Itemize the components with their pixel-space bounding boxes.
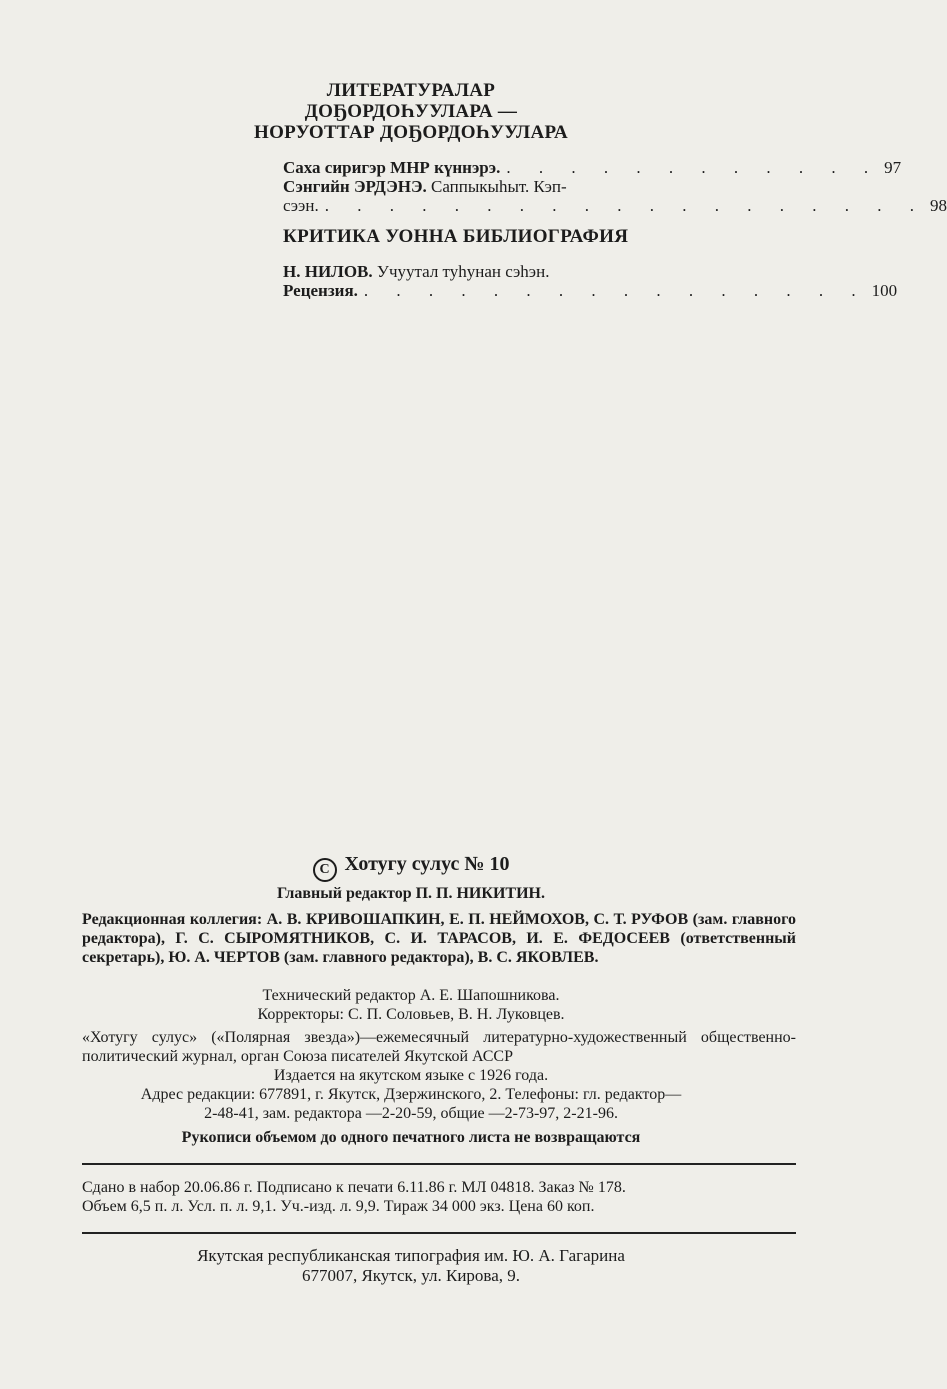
toc-entry-continued: [283, 196, 947, 215]
toc-entry: [283, 158, 902, 177]
toc-entry-title: Саппыкыһыт. Кэп-: [430, 177, 567, 196]
toc-entry-title-cont: сээн.: [283, 196, 319, 215]
toc-entry-text: [283, 262, 549, 281]
toc-section-2: [283, 262, 898, 300]
toc-entry-title-cont: Рецензия.: [283, 281, 358, 300]
section-heading-criticism: КРИТИКА УОННА БИБЛИОГРАФИЯ: [283, 226, 629, 247]
chief-editor: Главный редактор П. П. НИКИТИН.: [277, 885, 545, 902]
leader-dots: . . . . . . . . . . . . . . . .: [363, 281, 868, 300]
divider-bottom: [82, 1232, 796, 1234]
journal-title: [0, 852, 822, 882]
toc-section-1: [283, 158, 947, 215]
technical-editor: Технический редактор А. Е. Шапошникова.: [262, 987, 560, 1004]
toc-entry-title: Учуутал туһунан сэһэн.: [376, 262, 550, 281]
toc-entry-page: 97: [884, 158, 902, 177]
correctors: Корректоры: С. П. Соловьев, В. Н. Луковцев.: [257, 1006, 565, 1023]
toc-entry-page: 98: [929, 196, 947, 215]
manuscripts-note: Рукописи объемом до одного печатного листа не возвращаются: [181, 1129, 641, 1146]
toc-entry-author: Н. НИЛОВ.: [283, 262, 373, 281]
toc-entry-author: Сэнгийн ЭРДЭНЭ.: [283, 177, 427, 196]
section-heading-line-3: НОРУОТТАР ДОҔОРДОҺУУЛАРА: [253, 122, 568, 143]
section-heading-literatures: ЛИТЕРАТУРАЛАР: [326, 80, 496, 101]
toc-entry-page: 100: [871, 281, 898, 300]
publication-line-2: Объем 6,5 п. л. Усл. п. л. 9,1. Уч.-изд. л. 9,9. Тираж 34 000 экз. Цена 60 коп.: [82, 1198, 595, 1215]
section-heading-line-2: ДОҔОРДОҺУУЛАРА —: [304, 101, 518, 122]
leader-dots: . . . . . . . . . . . .: [506, 158, 881, 177]
journal-title-text: Хотугу сулус № 10: [344, 853, 510, 875]
published-since: Издается на якутском языке с 1926 года.: [273, 1067, 549, 1084]
toc-entry: [283, 262, 675, 281]
toc-entry-text: [283, 177, 567, 196]
address-line-2: 2-48-41, зам. редактора —2-20-59, общие —2-73-97, 2-21-96.: [204, 1105, 618, 1122]
journal-description: «Хотугу сулус» («Полярная звезда»)—ежемесячный литературно-художественный общественно-политический журнал, орган Союза писателей Якутской АССР: [82, 1029, 796, 1065]
address-line-1: Адрес редакции: 677891, г. Якутск, Дзержинского, 2. Телефоны: гл. редактор—: [140, 1086, 682, 1103]
copyright-icon: C: [313, 858, 337, 882]
divider-top: [82, 1163, 796, 1165]
printer-line-2: 677007, Якутск, ул. Кирова, 9.: [301, 1266, 521, 1285]
publication-line-1: Сдано в набор 20.06.86 г. Подписано к печати 6.11.86 г. МЛ 04818. Заказ № 178.: [82, 1179, 626, 1196]
toc-entry: [283, 177, 675, 196]
leader-dots: . . . . . . . . . . . . . . . . . . .: [324, 196, 926, 215]
toc-entry-continued: [283, 281, 898, 300]
printer-line-1: Якутская республиканская типография им. Ю. А. Гагарина: [197, 1246, 625, 1265]
toc-entry-author: Саха сиригэр МНР күннэрэ.: [283, 158, 501, 177]
editorial-board: Редакционная коллегия: А. В. КРИВОШАПКИН, Е. П. НЕЙМОХОВ, С. Т. РУФОВ (зам. главного редактора), Г. С. СЫРОМЯТНИКОВ, С. И. ТАРАСОВ, И. Е. ФЕДОСЕЕВ (ответственный секретарь), Ю. А. ЧЕРТОВ (зам. главного редактора), В. С. ЯКОВЛЕВ.: [82, 911, 796, 966]
